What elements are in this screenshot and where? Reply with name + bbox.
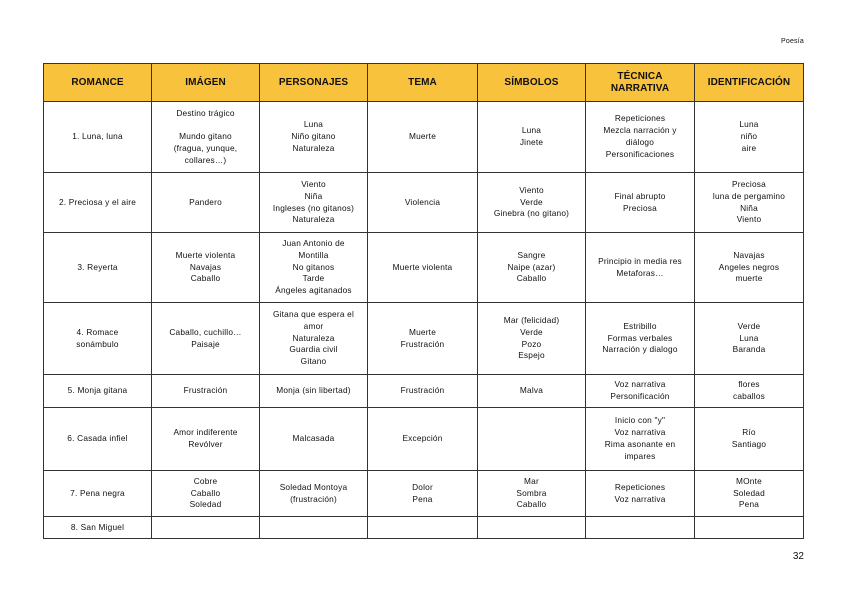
cell-identificacion: Luna niño aire <box>695 102 804 173</box>
cell-imagen <box>152 517 260 539</box>
cell-tema: Excepción <box>368 408 478 471</box>
cell-imagen: Pandero <box>152 173 260 233</box>
cell-tema: Muerte violenta <box>368 233 478 303</box>
cell-romance: 5. Monja gitana <box>44 375 152 408</box>
cell-simbolos: Mar (felicidad) Verde Pozo Espejo <box>478 303 586 375</box>
table-row <box>44 471 804 517</box>
table-row <box>44 375 804 408</box>
cell-tecnica-narrativa: Voz narrativa Personificación <box>586 375 695 408</box>
cell-tecnica-narrativa: Inicio con "y" Voz narrativa Rima asonante en impares <box>586 408 695 471</box>
cell-personajes: Gitana que espera el amor Naturaleza Guardia civil Gitano <box>260 303 368 375</box>
cell-romance: 8. San Miguel <box>44 517 152 539</box>
cell-simbolos: Luna Jinete <box>478 102 586 173</box>
table-row <box>44 102 804 173</box>
table-row <box>44 303 804 375</box>
header-tecnica-narrativa: TÉCNICA NARRATIVA <box>586 64 695 102</box>
header-identificacion: IDENTIFICACIÓN <box>695 64 804 102</box>
cell-imagen: Destino trágico Mundo gitano (fragua, yunque, collares…) <box>152 102 260 173</box>
cell-tema: Dolor Pena <box>368 471 478 517</box>
cell-personajes: Juan Antonio de Montilla No gitanos Tarde Ángeles agitanados <box>260 233 368 303</box>
header-simbolos: SÍMBOLOS <box>478 64 586 102</box>
cell-tecnica-narrativa: Final abrupto Preciosa <box>586 173 695 233</box>
cell-tecnica-narrativa <box>586 517 695 539</box>
cell-tecnica-narrativa: Principio in media res Metaforas… <box>586 233 695 303</box>
cell-romance: 3. Reyerta <box>44 233 152 303</box>
cell-personajes: Viento Niña Ingleses (no gitanos) Naturaleza <box>260 173 368 233</box>
cell-simbolos <box>478 517 586 539</box>
table-header-row <box>44 64 804 102</box>
cell-personajes: Malcasada <box>260 408 368 471</box>
cell-identificacion: Río Santiago <box>695 408 804 471</box>
cell-personajes <box>260 517 368 539</box>
cell-romance: 1. Luna, luna <box>44 102 152 173</box>
cell-imagen: Amor indiferente Revólver <box>152 408 260 471</box>
cell-tema: Violencia <box>368 173 478 233</box>
header-romance: ROMANCE <box>44 64 152 102</box>
table-row <box>44 173 804 233</box>
cell-simbolos: Mar Sombra Caballo <box>478 471 586 517</box>
cell-tecnica-narrativa: Estribillo Formas verbales Narración y dialogo <box>586 303 695 375</box>
header-tema: TEMA <box>368 64 478 102</box>
header-personajes: PERSONAJES <box>260 64 368 102</box>
cell-identificacion: flores caballos <box>695 375 804 408</box>
cell-tema: Muerte <box>368 102 478 173</box>
header-imagen: IMÁGEN <box>152 64 260 102</box>
cell-romance: 7. Pena negra <box>44 471 152 517</box>
page-number: 32 <box>792 551 804 562</box>
cell-imagen: Muerte violenta Navajas Caballo <box>152 233 260 303</box>
cell-personajes: Luna Niño gitano Naturaleza <box>260 102 368 173</box>
cell-simbolos <box>478 408 586 471</box>
table-body <box>44 102 804 539</box>
cell-simbolos: Sangre Naipe (azar) Caballo <box>478 233 586 303</box>
cell-imagen: Cobre Caballo Soledad <box>152 471 260 517</box>
cell-romance: 4. Romace sonámbulo <box>44 303 152 375</box>
cell-personajes: Monja (sin libertad) <box>260 375 368 408</box>
running-header: Poesía <box>781 38 804 45</box>
cell-identificacion: Navajas Angeles negros muerte <box>695 233 804 303</box>
cell-identificacion: MOnte Soledad Pena <box>695 471 804 517</box>
table-row <box>44 408 804 471</box>
cell-personajes: Soledad Montoya (frustración) <box>260 471 368 517</box>
cell-imagen: Caballo, cuchillo… Paisaje <box>152 303 260 375</box>
cell-romance: 2. Preciosa y el aire <box>44 173 152 233</box>
table-row <box>44 233 804 303</box>
romances-table <box>43 63 804 539</box>
cell-imagen: Frustración <box>152 375 260 408</box>
cell-identificacion: Verde Luna Baranda <box>695 303 804 375</box>
cell-tema: Muerte Frustración <box>368 303 478 375</box>
cell-simbolos: Malva <box>478 375 586 408</box>
cell-identificacion <box>695 517 804 539</box>
cell-tema: Frustración <box>368 375 478 408</box>
cell-identificacion: Preciosa luna de pergamino Niña Viento <box>695 173 804 233</box>
cell-tecnica-narrativa: Repeticiones Voz narrativa <box>586 471 695 517</box>
table-row <box>44 517 804 539</box>
cell-simbolos: Viento Verde Ginebra (no gitano) <box>478 173 586 233</box>
cell-romance: 6. Casada infiel <box>44 408 152 471</box>
cell-tema <box>368 517 478 539</box>
cell-tecnica-narrativa: Repeticiones Mezcla narración y diálogo Personificaciones <box>586 102 695 173</box>
